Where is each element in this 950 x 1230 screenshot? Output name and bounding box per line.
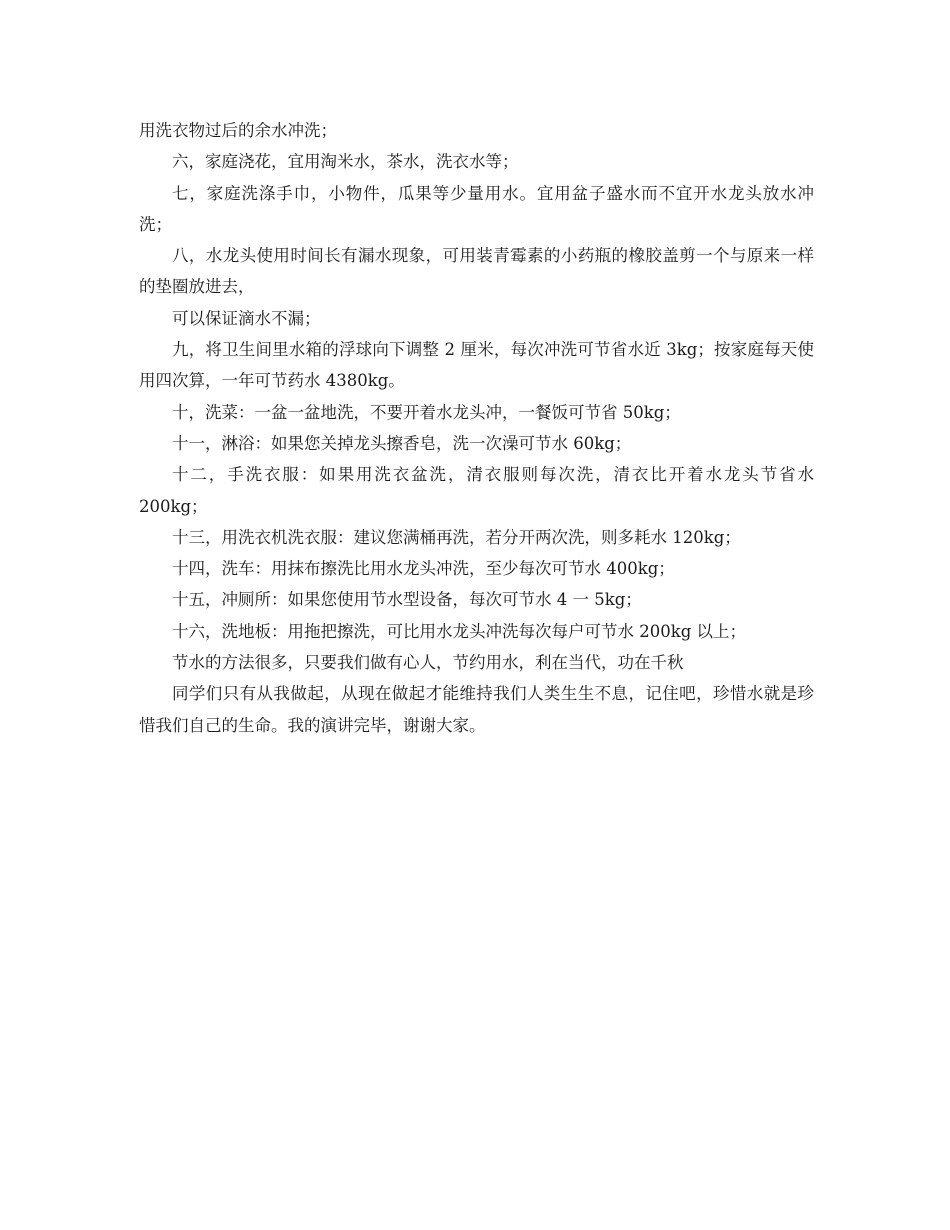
paragraph: 六，家庭浇花，宜用淘米水，茶水，洗衣水等；: [172, 152, 519, 172]
paragraph: 十二，手洗衣服：如果用洗衣盆洗，清衣服则每次洗，清衣比开着水龙头节省水 200kg；: [139, 465, 814, 516]
paragraph: 用洗衣物过后的余水冲洗；: [139, 121, 337, 140]
paragraph: 同学们只有从我做起，从现在做起才能维持我们人类生生不息，记住吧，珍惜水就是珍惜我们自己的生命。我的演讲完毕，谢谢大家。: [139, 684, 814, 735]
document-body: [139, 115, 814, 741]
paragraph: 十五，冲厕所：如果您使用节水型设备，每次可节水 4 一 5kg；: [172, 590, 642, 610]
paragraph: 十，洗菜：一盆一盆地洗，不要开着水龙头冲，一餐饭可节省 50kg；: [172, 402, 681, 422]
paragraph: 节水的方法很多，只要我们做有心人，节约用水，利在当代，功在千秋: [172, 653, 684, 673]
paragraph: 十一，淋浴：如果您关掉龙头擦香皂，洗一次澡可节水 60kg；: [172, 433, 632, 453]
paragraph: 十四，洗车：用抹布擦洗比用水龙头冲洗，至少每次可节水 400kg；: [172, 559, 675, 579]
paragraph: 十三，用洗衣机洗衣服：建议您满桶再洗，若分开两次洗，则多耗水 120kg；: [172, 527, 741, 547]
paragraph: 十六，洗地板：用拖把擦洗，可比用水龙头冲洗每次每户可节水 200kg 以上；: [172, 621, 747, 641]
paragraph: 可以保证滴水不漏；: [172, 308, 321, 328]
paragraph: 七，家庭洗涤手巾，小物件，瓜果等少量用水。宜用盆子盛水而不宜开水龙头放水冲洗；: [139, 183, 814, 234]
paragraph: 九，将卫生间里水箱的浮球向下调整 2 厘米，每次冲洗可节省水近 3kg；按家庭每天使用四次算，一年可节药水 4380kg。: [139, 340, 814, 391]
paragraph: 八，水龙头使用时间长有漏水现象，可用装青霉素的小药瓶的橡胶盖剪一个与原来一样的垫圈放进去，: [139, 246, 814, 297]
